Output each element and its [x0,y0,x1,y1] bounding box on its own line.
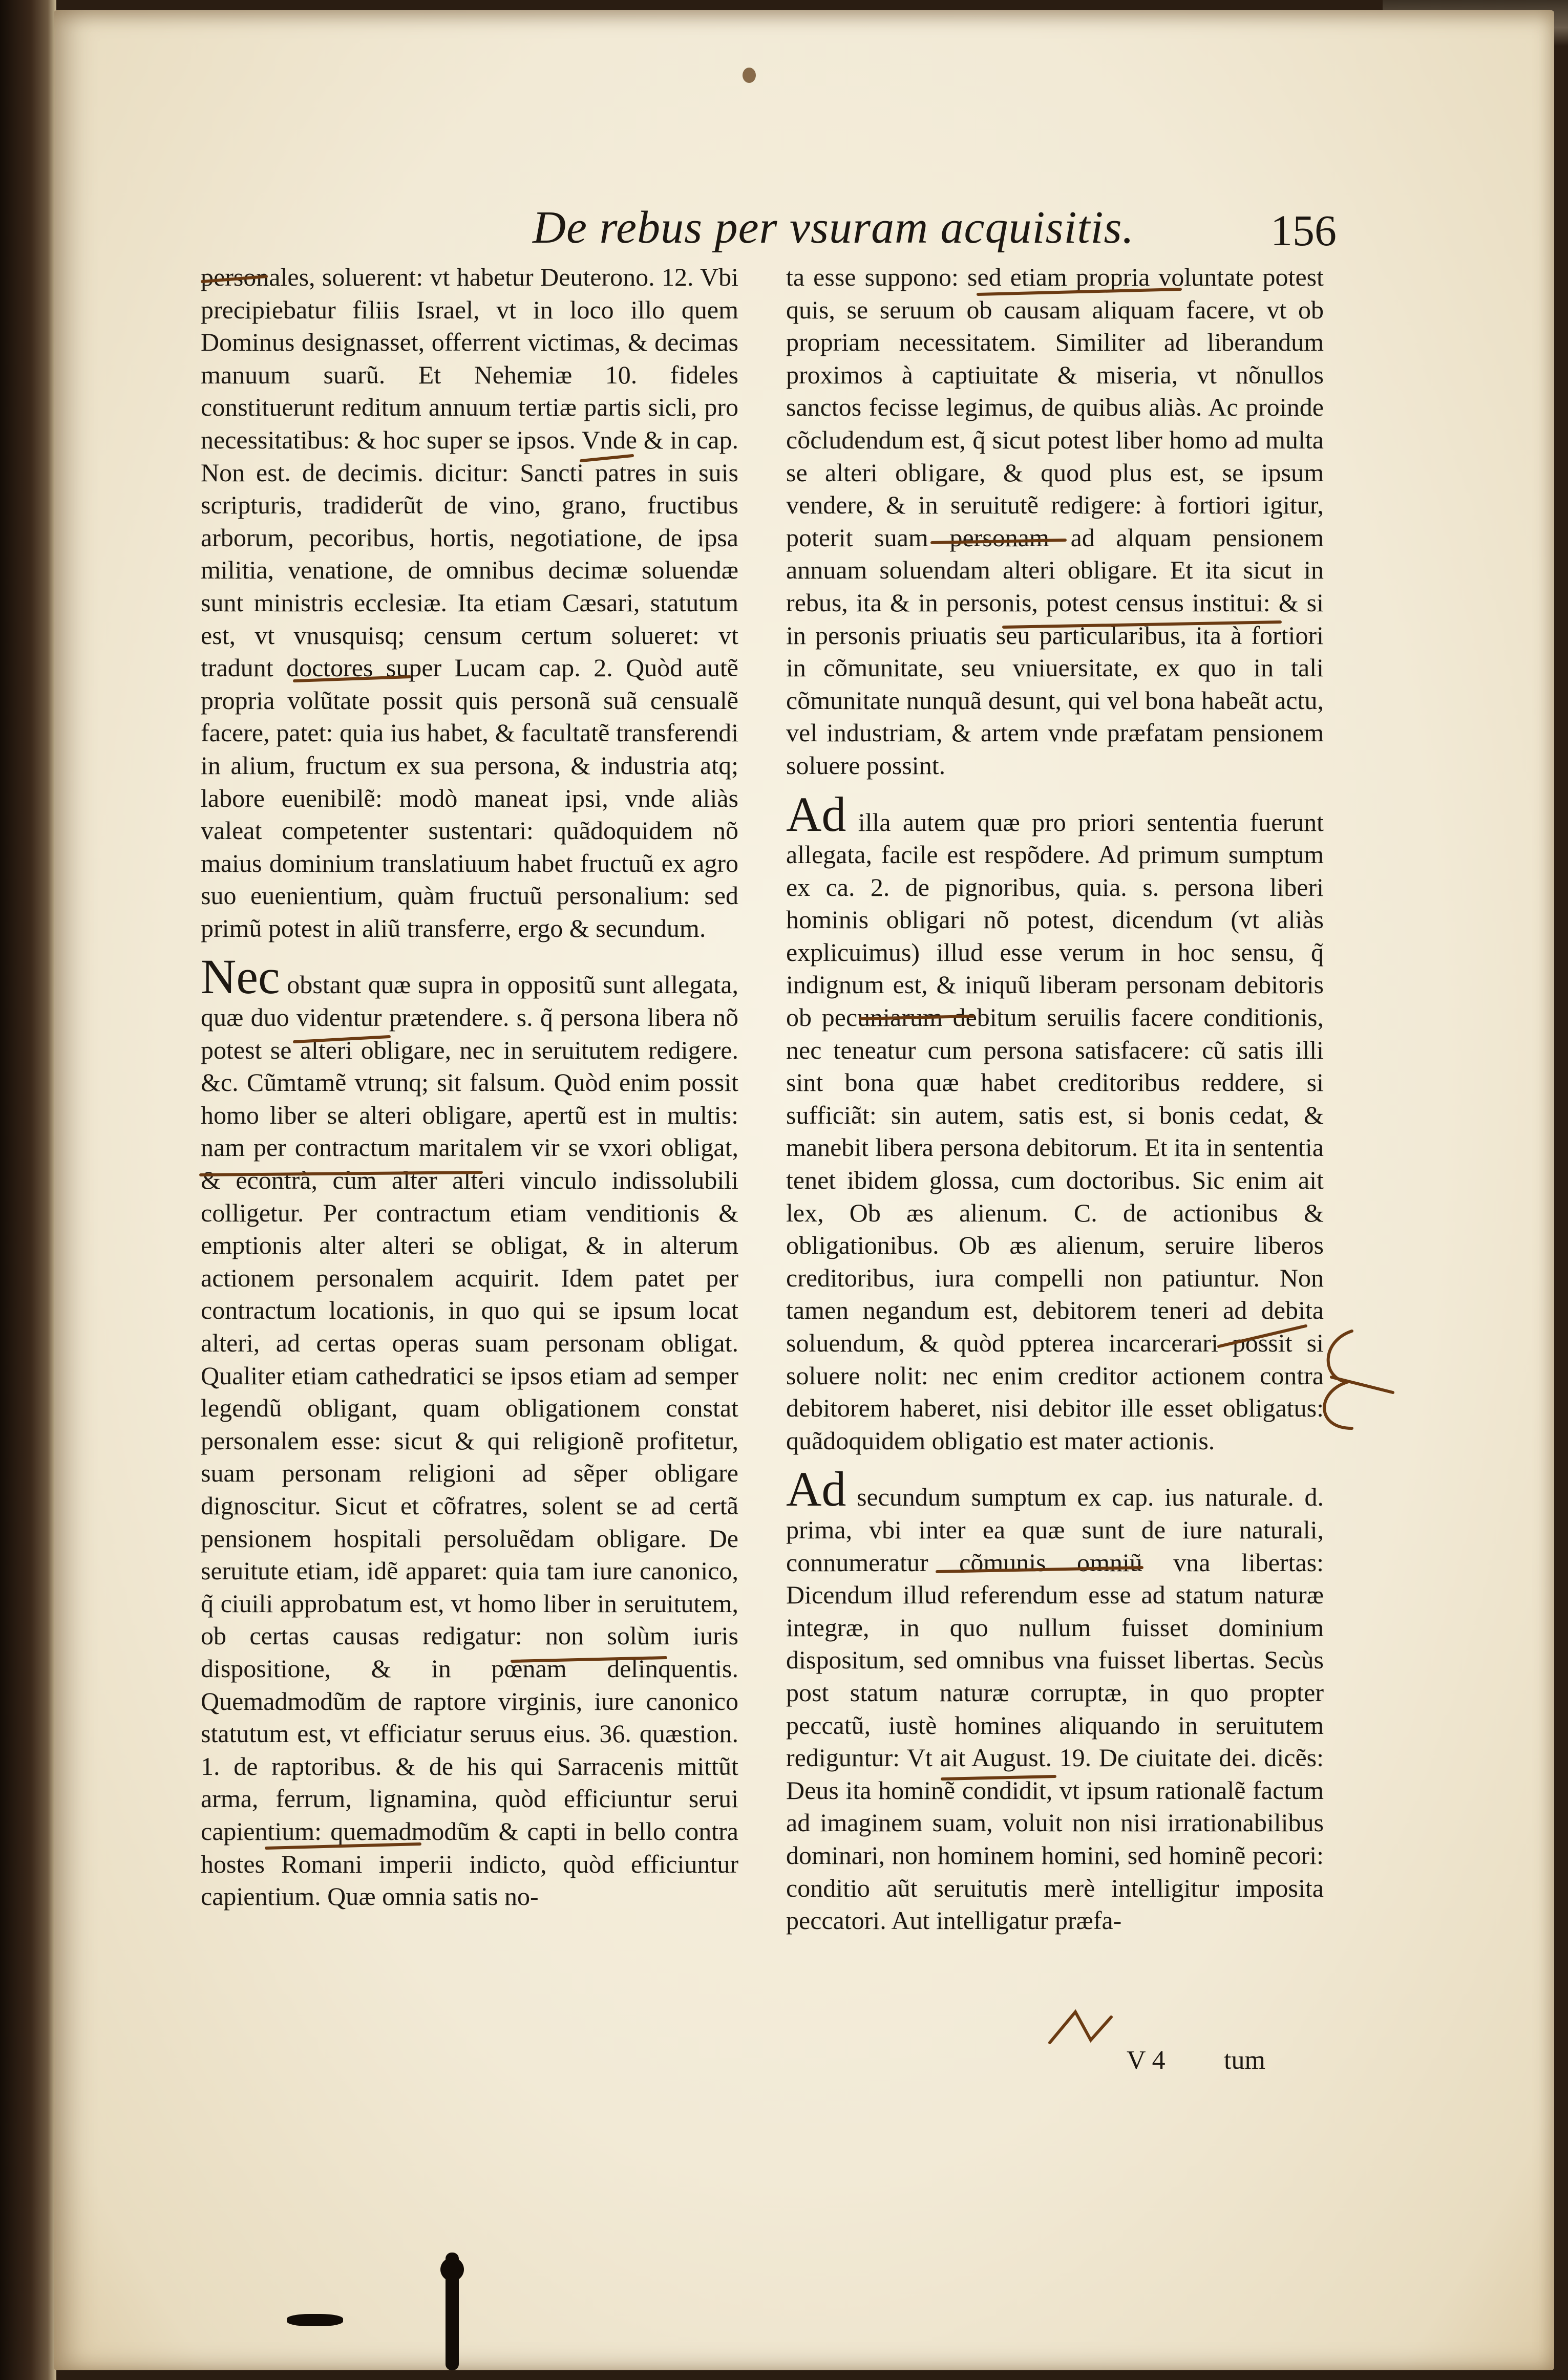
right-paragraph-3-text: secundum sumptum ex cap. ius naturale. d. prima, vbi inter ea quæ sunt de iure naturali, connumeratur cõmunis omniũ vna libertas: Dicendum illud referendum esse ad statum naturæ integræ, in quo nullum fuisset dominium dispositum, sed omnibus vna fuisset libertas. Secùs post statum naturæ corruptæ, in quo propter peccatũ, iustè homines aliquando in seruitutem rediguntur: Vt ait August. 19. De ciuitate dei. dicẽs: Deus ita hominẽ condidit, vt ipsum rationalẽ factum ad imaginem suam, voluit non nisi irrationabilibus dominari, non hominem homini, sed hominẽ pecori: conditio aũt seruitutis merè intelligitur imposita peccatori. Aut intelligatur præfa- [786,1483,1324,1935]
underline-mark [1219,1326,1306,1346]
marginal-flourish [1324,1331,1393,1428]
underline-mark [1004,622,1280,627]
underline-mark [266,1844,420,1848]
underline-mark [581,456,632,461]
running-title: De rebus per vsuram acquisitis. [533,202,1135,253]
underline-mark [201,1172,481,1175]
underline-mark [294,1037,389,1042]
underline-mark [932,540,1065,543]
right-paragraph-1: ta esse suppono: sed etiam propria voluntate potest quis, se seruum ob causam aliquam facere, vt ob propriam necessitatem. Similiter ad liberandum proximos à captiuitate & miseria, vt nõnullos sanctos fecisse legimus, de quibus aliàs. Ac proinde cõcludendum est, q̃ sicut potest liber homo ad multa se alteri obligare, & quod plus est, se ipsum vendere, & in seruitutẽ redigere: à fortiori igitur, poterit suam personam ad alquam pensionem annuam soluendam alteri obligare. Et ita sicut in rebus, ita & in personis, potest census institui: & si in personis priuatis seu particularibus, ita à fortiori in cõmunitate, seu vniuersitate, ex quo in tali cõmunitate nunquã desunt, qui vel bona habeãt actu, vel industriam, & artem vnde præfatam pensionem soluere possint. [786,263,1324,780]
signature-mark: V 4 [1127,2046,1166,2075]
left-paragraph-1: personales, soluerent: vt habetur Deuterono. 12. Vbi precipiebatur filiis Israel, vt in loco illo quem Dominus designasset, offerrent victimas, & decimas manuum suarũ. Et Nehemiæ 10. fideles constituerunt reditum annuum tertiæ partis sicli, pro necessitatibus: & hoc super se ipsos. Vnde & in cap. Non est. de decimis. dicitur: Sancti patres in suis scripturis, tradiderũt de vino, grano, fructibus arborum, pecoribus, hortis, negotiatione, de ipsa militia, venatione, de omnibus decimæ soluendæ sunt ministris ecclesiæ. Ita etiam Cæsari, statutum est, vt vnusquisq; censum certum solueret: vt tradunt doctores super Lucam cap. 2. Quòd autẽ propria volũtate possit quis personã suã censualẽ facere, patet: quia ius habet, & facultatẽ transferendi in alium, fructum ex sua persona, & industria atq; labore euenibilẽ: modò maneat ipsi, vnde aliàs valeat competenter sustentari: quãdoquidem nõ maius dominium translatiuum habet fructuũ ex agro suo euenientium, quàm fructuũ personalium: sed primũ potest in aliũ transferre, ergo & secundum. [201,263,738,942]
drop-word-nec: Nec [201,949,280,1004]
left-paragraph-2-text: obstant quæ supra in oppositũ sunt allegata, quæ duo videntur prætendere. s. q̃ persona libera nõ potest se alteri obligare, nec in seruitutem redigere. &c. Cũmtamẽ vtrunq; sit falsum. Quòd enim possit homo liber se alteri obligare, apertũ est in multis: nam per contractum maritalem vir se vxori obligat, & econtrà, cùm alter alteri vinculo indissolubili colligetur. Per contractum etiam venditionis & emptionis alter alteri se obligat, & in alterum actionem personalem acquirit. Idem patet per contractum locationis, in quo qui se ipsum locat alteri, ad certas operas suam personam obligat. Qualiter etiam cathedratici se ipsos etiam ad semper legendũ obligant, quam obligationem constat personalem esse: sicut & qui religionẽ profitetur, suam personam religioni ad sẽper obligare dignoscitur. Sicut et cõfratres, solent se ad certã pensionem hospitali persoluẽdam obligare. De seruitute etiam, idẽ apparet: quia tam iure canonico, q̃ ciuili approbatum est, vt homo liber in seruitutem, ob certas causas redigatur: non solùm iuris dispositione, & in pœnam delinquentis. Quemadmodũm de raptore virginis, iure canonico statutum est, vt efficiatur seruus eius. 36. quæstion. 1. de raptoribus. & de his qui Sarracenis mittũt arma, ferrum, lignamina, quòd efficiuntur serui capientium: quemadmodũm & capti in bello contra hostes Romani imperii indicto, quòd efficiuntur capientium. Quæ omnia satis no- [201,970,738,1911]
underline-mark [942,1776,1055,1779]
underline-mark [860,1016,973,1019]
underline-mark [512,1658,666,1661]
right-paragraph-2-text: illa autem quæ pro priori sententia fuerunt allegata, facile est respõdere. Ad primum sumptum ex ca. 2. de pignoribus, quia. s. persona liberi hominis obligari nõ potest, dicendum (vt aliàs explicuimus) illud esse verum in hoc sensu, q̃ indignum est, & iniquũ liberam personam debitoris ob pecuniarum debitum seruilis facere conditionis, nec teneatur cum persona satisfacere: cũ satis illi sint bona quæ habet creditoribus reddere, si sufficiãt: sin autem, satis est, si bonis cedat, & manebit libera persona debitorum. Et ita in sententia tenet ibidem glossa, cum doctoribus. Sic enim ait lex, Ob æs alienum. C. de actionibus & obligationibus. Ob æs alienum, seruire liberos creditoribus, iura compelli non patiuntur. Non tamen negandum est, debitorem teneri ad debita soluendum, & quòd ppterea incarcerari possit si soluere nolit: nec enim creditor actionem contra debitorem haberet, nisi debitor ille esset obligatus: quãdoquidem obligatio est mater actionis. [786,807,1324,1455]
underline-mark [294,677,410,681]
drop-word-ad-2: Ad [786,1462,846,1517]
folio-number: 156 [1270,206,1337,255]
ink-blot [287,2314,343,2326]
catchword: tum [1224,2046,1265,2075]
drop-word-ad-1: Ad [786,786,846,842]
ink-blot [440,2258,464,2281]
underline-mark [978,289,1180,294]
underline-mark [1050,2012,1111,2043]
underline-mark [937,1568,1142,1572]
underline-mark [202,276,266,282]
